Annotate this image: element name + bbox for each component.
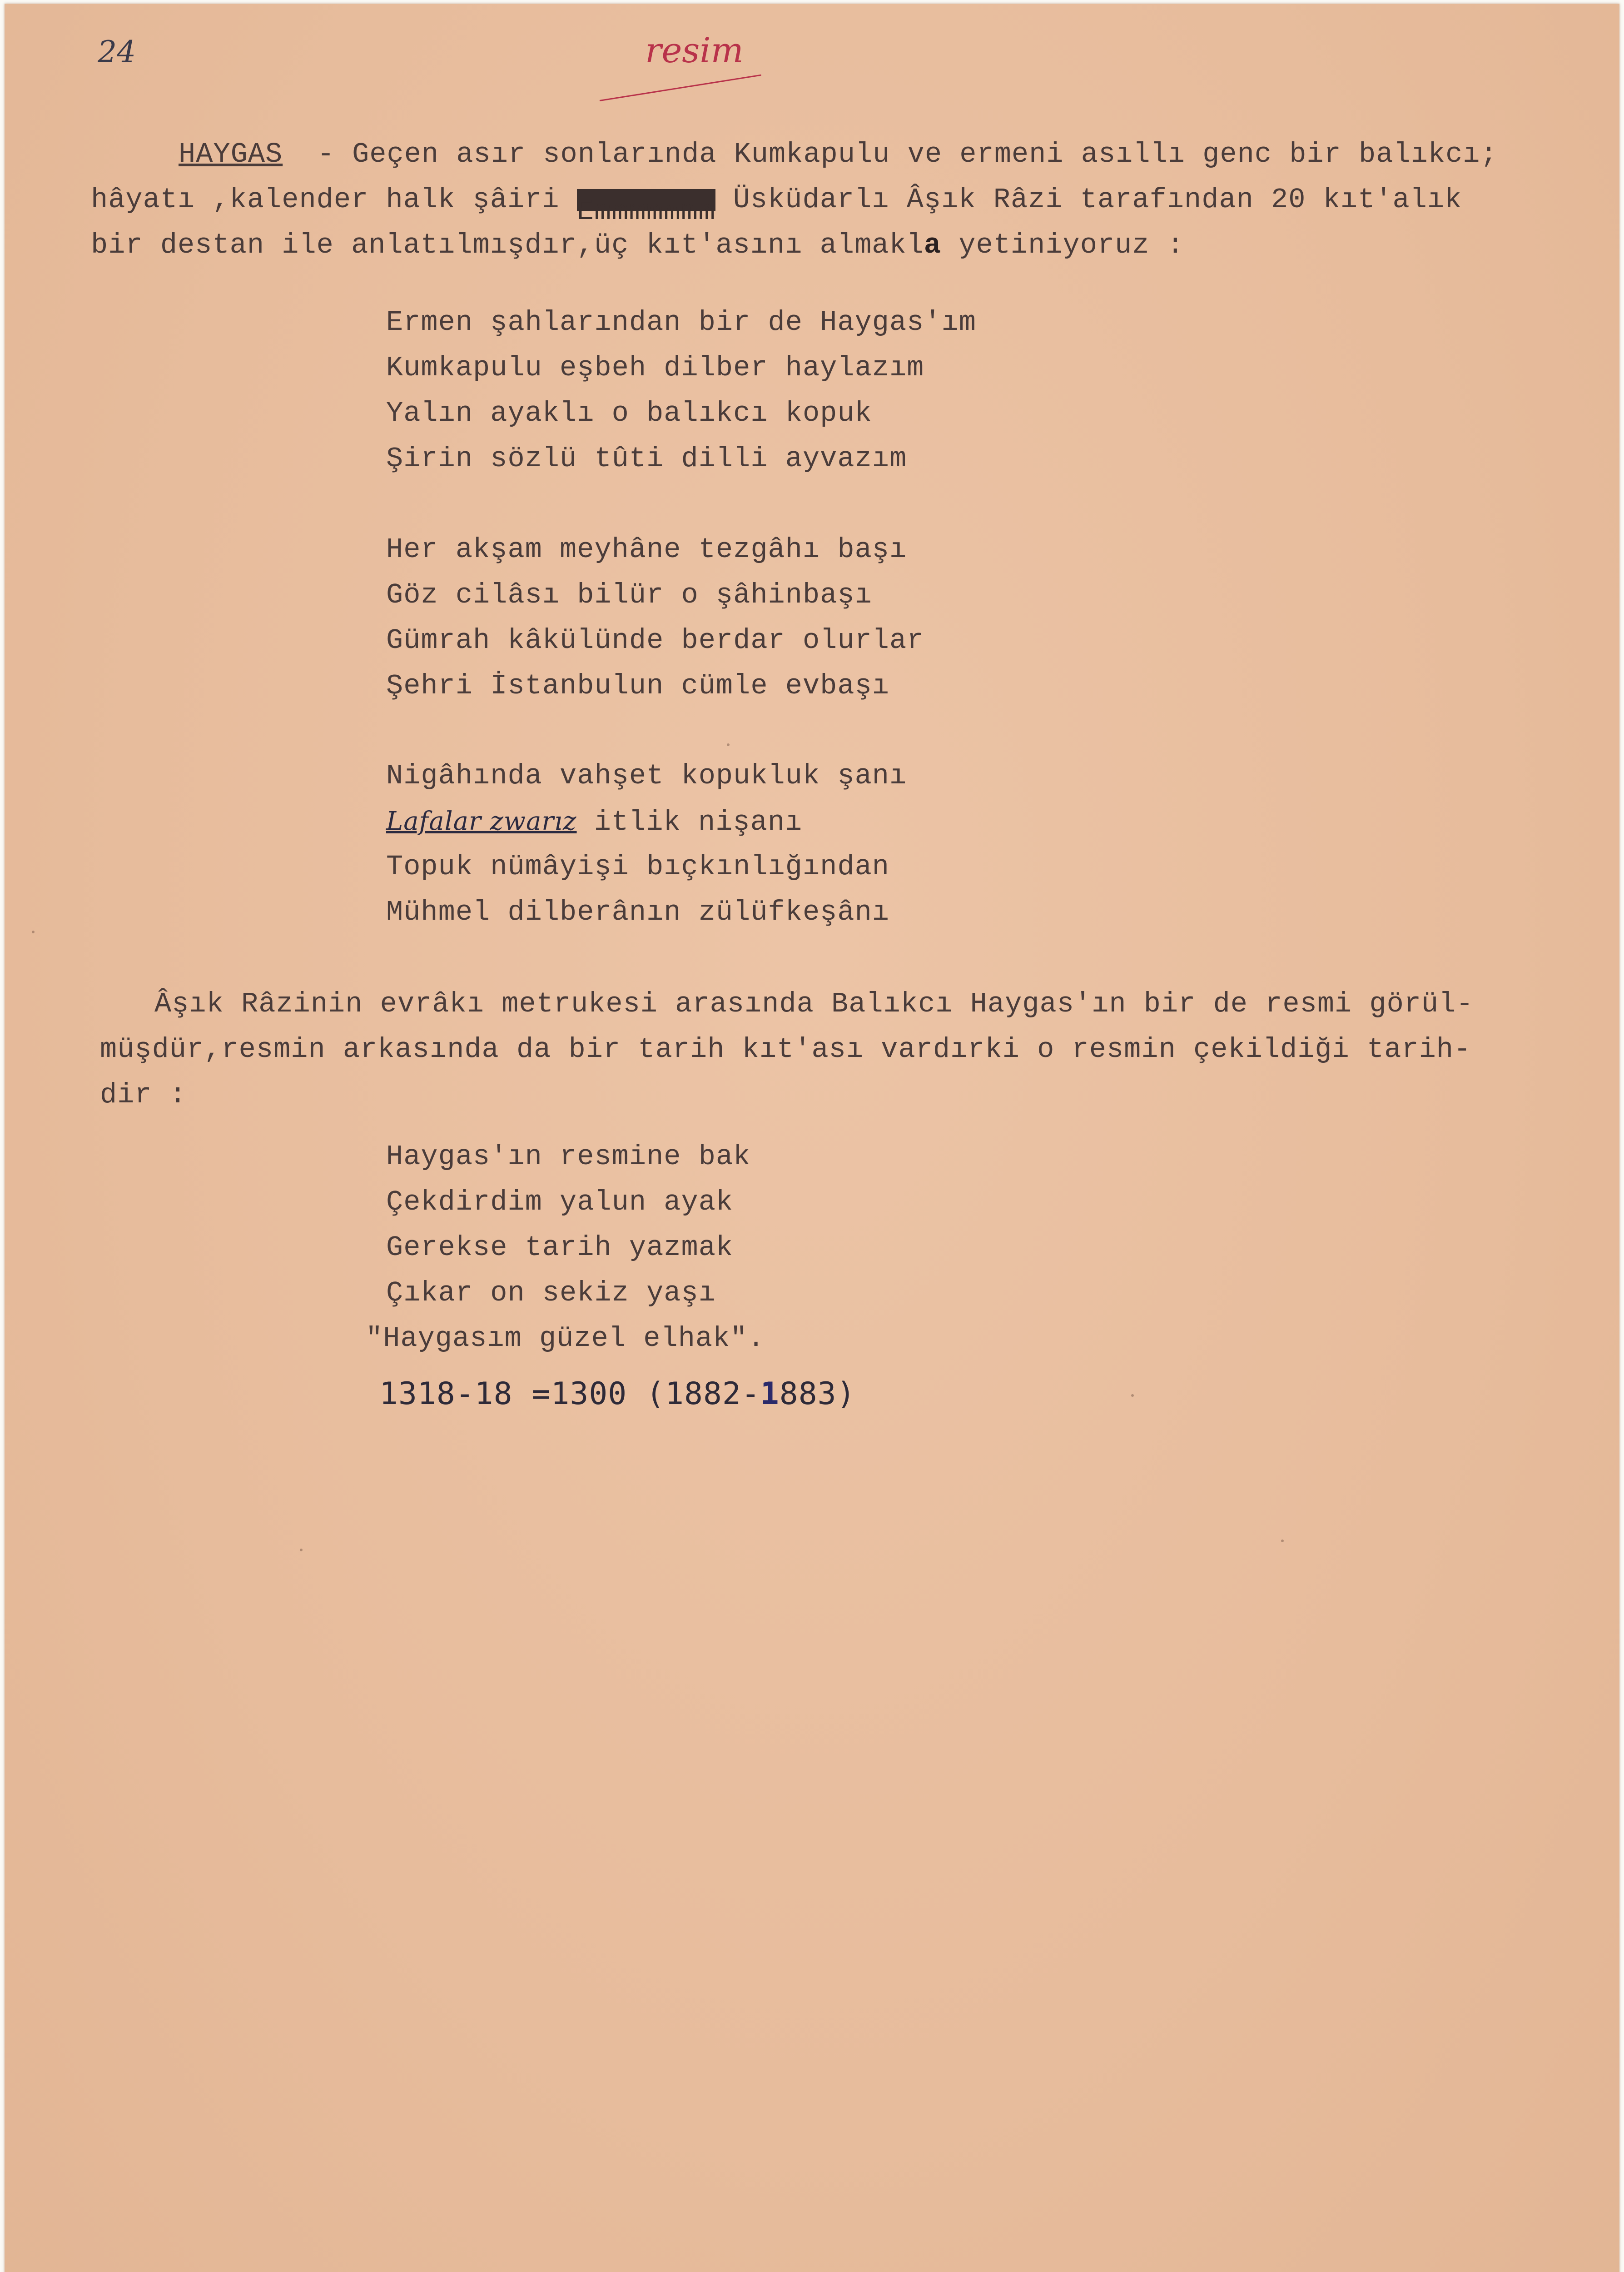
verse-line: Şehri İstanbulun cümle evbaşı bbox=[386, 670, 889, 702]
intro-line-1: HAYGAS - Geçen asır sonlarında Kumkapulu ve ermeni asıllı genc bir balıkcı; bbox=[179, 138, 1498, 170]
paragraph-line: Âşık Râzinin evrâkı metrukesi arasında Balıkcı Haygas'ın bir de resmi görül- bbox=[154, 988, 1474, 1020]
paper-speck bbox=[300, 1549, 303, 1551]
struck-out-word: Emmmmmmm bbox=[577, 189, 716, 211]
intro-line-3: bir destan ile anlatılmışdır,üç kıt'asını almakla yetiniyoruz : bbox=[91, 229, 1184, 261]
paper-speck bbox=[1131, 1394, 1134, 1397]
paragraph-line: müşdür,resmin arkasında da bir tarih kıt'ası vardırki o resmin çekildiği tarih- bbox=[100, 1033, 1471, 1066]
intro-line-2: hâyatı ,kalender halk şâiri Emmmmmmm Üsküdarlı Âşık Râzi tarafından 20 kıt'alık bbox=[91, 184, 1462, 228]
verse-line: Haygas'ın resmine bak bbox=[386, 1141, 751, 1173]
verse-line: Ermen şahlarından bir de Haygas'ım bbox=[386, 306, 977, 339]
verse-line: "Haygasım güzel elhak". bbox=[366, 1322, 765, 1355]
verse-line: Şirin sözlü tûti dilli ayvazım bbox=[386, 443, 907, 475]
verse-line: Çekdirdim yalun ayak bbox=[386, 1186, 734, 1218]
handwritten-correction: Lafalar zwarız bbox=[386, 807, 577, 836]
paper-speck bbox=[32, 931, 35, 933]
verse-line: Her akşam meyhâne tezgâhı başı bbox=[386, 533, 907, 566]
page-number: 24 bbox=[98, 35, 136, 70]
inked-digit: 1 bbox=[760, 1376, 780, 1412]
verse-line: Göz cilâsı bilür o şâhinbaşı bbox=[386, 579, 872, 611]
date-line: 1318-18 =1300 (1882-1883) bbox=[379, 1376, 856, 1412]
verse-line: Topuk nümâyişi bıçkınlığından bbox=[386, 851, 889, 883]
verse-line: Gümrah kâkülünde berdar olurlar bbox=[386, 624, 924, 657]
verse-line: Çıkar on sekiz yaşı bbox=[386, 1277, 716, 1309]
verse-line: Mühmel dilberânın zülüfkeşânı bbox=[386, 896, 889, 928]
annotation-underline bbox=[600, 75, 761, 101]
verse-line: Yalın ayaklı o balıkcı kopuk bbox=[386, 397, 872, 429]
paper-speck bbox=[1281, 1540, 1284, 1542]
title-haygas: HAYGAS bbox=[179, 138, 283, 170]
verse-line: Gerekse tarih yazmak bbox=[386, 1231, 734, 1264]
verse-line-with-handwriting: Lafalar zwarız itlik nişanı bbox=[386, 806, 803, 838]
verse-line: Kumkapulu eşbeh dilber haylazım bbox=[386, 352, 924, 384]
typewritten-page bbox=[5, 4, 1619, 2272]
paper-speck bbox=[727, 743, 730, 746]
verse-line: Nigâhında vahşet kopukluk şanı bbox=[386, 760, 907, 792]
handwritten-annotation: resim bbox=[645, 30, 744, 70]
paragraph-line: dir : bbox=[100, 1079, 187, 1111]
